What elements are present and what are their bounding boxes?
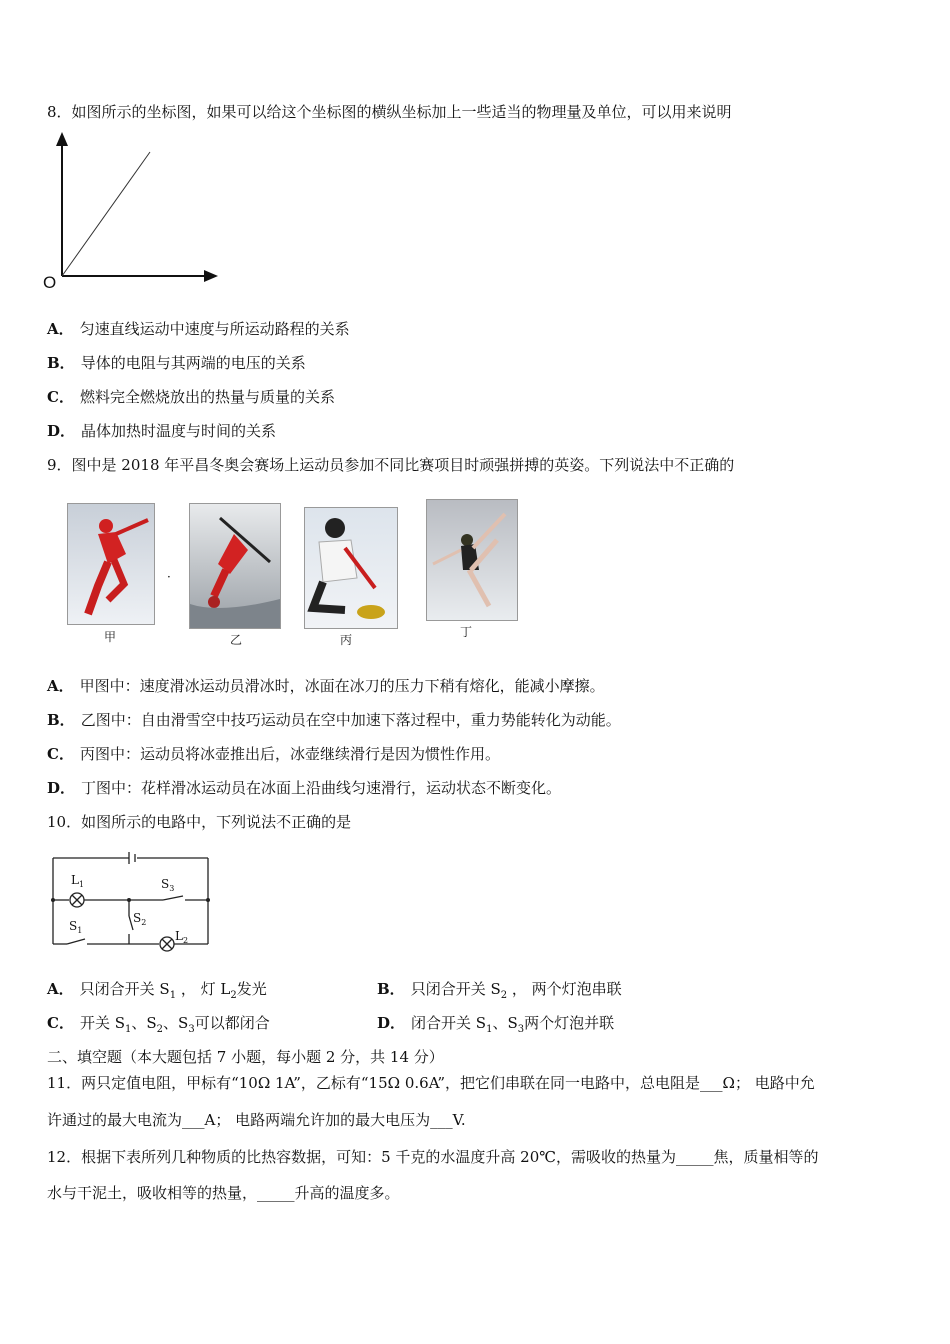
q8-stem: 8．如图所示的坐标图，如果可以给这个坐标图的横纵坐标加上一些适当的物理量及单位，可以用来说明 [47, 103, 732, 121]
q12-line1: 12．根据下表所列几种物质的比热容数据，可知：5 千克的水温度升高 20℃，需吸收的热量为_____焦，质量相等的 [47, 1148, 819, 1166]
q9-option-c: C． 丙图中：运动员将冰壶推出后，冰壶继续滑行是因为惯性作用。 [47, 745, 500, 763]
caption-yi: 乙 [230, 633, 243, 647]
caption-ding: 丁 [460, 625, 473, 639]
q8-option-b: B． 导体的电阻与其两端的电压的关系 [47, 354, 306, 372]
q10-stem: 10．如图所示的电路中，下列说法不正确的是 [47, 813, 352, 831]
label-s3: $S_3$ [161, 877, 175, 893]
dot: · [167, 570, 171, 584]
q10-circuit [45, 846, 215, 956]
photo-speed-skating [67, 503, 155, 625]
q11-line1: 11．两只定值电阻，甲标有“10Ω 1A”，乙标有“15Ω 0.6A”，把它们串联在同一电路中，总电阻是___Ω； 电路中允 [47, 1074, 815, 1092]
q8-option-c: C． 燃料完全燃烧放出的热量与质量的关系 [47, 388, 335, 406]
caption-jia: 甲 [104, 630, 117, 644]
label-l1: $L_1$ [71, 873, 85, 889]
q8-origin-label: O [43, 273, 57, 292]
section-heading: 二、填空题（本大题包括 7 小题，每小题 2 分，共 14 分） [47, 1048, 444, 1066]
q8-option-a: A． 匀速直线运动中速度与所运动路程的关系 [47, 320, 350, 338]
label-s2: $S_2$ [133, 911, 147, 927]
q8-option-d: D． 晶体加热时温度与时间的关系 [47, 422, 277, 440]
photo-aerial-skiing [189, 503, 281, 629]
q10-option-a: A． 只闭合开关 $S_1$ ， 灯 $L_2$发光 [47, 980, 267, 1001]
label-s1: $S_1$ [69, 919, 83, 935]
label-l2: $L_2$ [175, 929, 189, 945]
q10-option-b: B． 只闭合开关 $S_2$ ， 两个灯泡串联 [377, 980, 622, 1001]
q9-option-b: B． 乙图中：自由滑雪空中技巧运动员在空中加速下落过程中，重力势能转化为动能。 [47, 711, 621, 729]
photo-figure-skating [426, 499, 518, 621]
q10-option-c: C． 开关 $S_1$、$S_2$、$S_3$可以都闭合 [47, 1014, 270, 1035]
q8-graph-line [62, 152, 150, 276]
q9-option-d: D． 丁图中：花样滑冰运动员在冰面上沿曲线匀速滑行，运动状态不断变化。 [47, 779, 562, 797]
photo-curling [304, 507, 398, 629]
q10-option-d: D． 闭合开关 $S_1$、$S_3$两个灯泡并联 [377, 1014, 615, 1035]
q8-graph [40, 130, 230, 292]
q11-line2: 许通过的最大电流为___A； 电路两端允许加的最大电压为___V. [47, 1111, 466, 1129]
q12-line2: 水与干泥土，吸收相等的热量，_____升高的温度多。 [47, 1184, 400, 1202]
caption-bing: 丙 [340, 633, 353, 647]
q9-stem: 9．图中是 2018 年平昌冬奥会赛场上运动员参加不同比赛项目时顽强拼搏的英姿。下列说法中不正确的 [47, 456, 735, 474]
q9-option-a: A． 甲图中：速度滑冰运动员滑冰时，冰面在冰刀的压力下稍有熔化，能减小摩擦。 [47, 677, 605, 695]
